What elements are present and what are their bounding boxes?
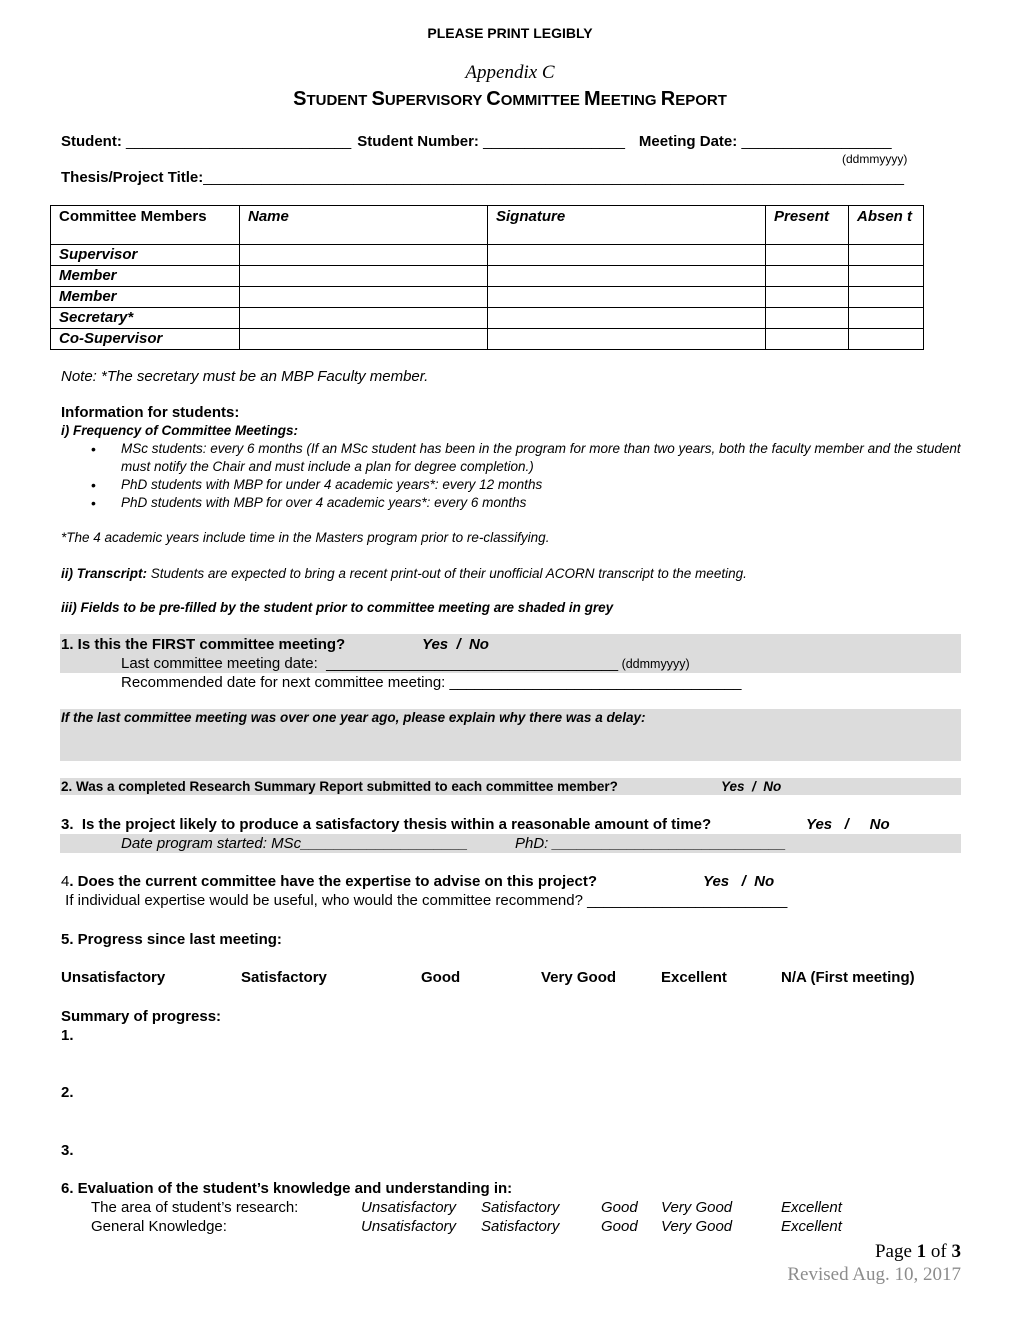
secretary-note: Note: *The secretary must be an MBP Faculty member. (61, 368, 429, 385)
q3-question: 3. Is the project likely to produce a satisfactory thesis within a reasonable amount of time? (61, 816, 712, 833)
summary-item-2[interactable]: 2. (61, 1084, 74, 1101)
thesis-input[interactable]: ____________________________________________________________________________________ (203, 169, 905, 186)
signature-cell[interactable] (488, 308, 766, 329)
signature-cell[interactable] (488, 245, 766, 266)
title-word (371, 88, 483, 110)
absent-cell[interactable] (849, 245, 924, 266)
absent-cell[interactable] (849, 287, 924, 308)
q6-option-good[interactable]: Good (601, 1199, 638, 1216)
q2-question: 2. Was a completed Research Summary Report submitted to each committee member? (61, 779, 618, 794)
rating-very-good[interactable]: Very Good (541, 969, 617, 986)
q2-answer[interactable]: Yes / No (721, 779, 782, 794)
absent-cell[interactable] (849, 308, 924, 329)
present-cell[interactable] (766, 245, 849, 266)
name-cell[interactable] (240, 287, 488, 308)
q4-text: . Does the current committee have the expertise to advise on this project? (69, 873, 597, 890)
q6-question: 6. Evaluation of the student’s knowledge and understanding in: (61, 1180, 513, 1197)
appendix-label: Appendix C (465, 62, 555, 83)
print-notice: PLEASE PRINT LEGIBLY (427, 25, 593, 41)
last-date-input[interactable]: ___________________________________ (326, 655, 619, 672)
frequency-heading: i) Frequency of Committee Meetings: (61, 423, 299, 438)
header-absent: Absen t (849, 206, 924, 245)
q6-option-unsatisfactory[interactable]: Unsatisfactory (361, 1218, 457, 1235)
absent-cell[interactable] (849, 329, 924, 350)
title-word-rest: EETING (600, 92, 657, 109)
title-word-rest: TUDENT (306, 92, 368, 109)
table-row (51, 245, 924, 266)
title-word-rest: UPERVISORY (384, 92, 483, 109)
thesis-label: Thesis/Project Title: (61, 169, 204, 186)
q4-number: 4 (61, 873, 70, 890)
page-number (875, 1241, 961, 1263)
title-word (660, 88, 727, 110)
list-item: • PhD students with MBP for under 4 academic years*: every 12 months (61, 476, 961, 494)
q5-question: 5. Progress since last meeting: (61, 931, 282, 948)
q1-next-date-row (121, 674, 741, 691)
name-cell[interactable] (240, 266, 488, 287)
rating-good[interactable]: Good (421, 969, 461, 986)
role-cell: Member (51, 287, 240, 308)
header-committee-members: Committee Members (51, 206, 240, 245)
title-word-initial: M (584, 88, 601, 110)
q6-option-excellent[interactable]: Excellent (781, 1218, 842, 1235)
student-input[interactable]: ___________________________ (126, 133, 352, 150)
table-row (51, 329, 924, 350)
table-header-row (51, 206, 924, 245)
student-label: Student: (61, 133, 126, 150)
delay-prompt: If the last committee meeting was over one year ago, please explain why there was a delay: (61, 710, 646, 725)
q6-option-unsatisfactory[interactable]: Unsatisfactory (361, 1199, 457, 1216)
role-cell: Member (51, 266, 240, 287)
student-number-label: Student Number: (357, 133, 484, 150)
meeting-date-label: Meeting Date: (638, 133, 742, 150)
summary-item-1[interactable]: 1. (61, 1027, 74, 1044)
q3-date-started[interactable]: Date program started: MSc____________________ (121, 835, 468, 852)
q1-last-date-row (121, 655, 690, 672)
absent-cell[interactable] (849, 266, 924, 287)
title-word-initial: R (660, 88, 676, 110)
signature-cell[interactable] (488, 329, 766, 350)
q1-question: 1. Is this the FIRST committee meeting? (61, 636, 346, 653)
title-word-initial: S (371, 88, 385, 110)
name-cell[interactable] (240, 245, 488, 266)
committee-table (50, 205, 924, 350)
transcript-label: ii) Transcript: (61, 566, 148, 581)
last-date-format: (ddmmyyyy) (618, 657, 690, 671)
thesis-row (61, 169, 904, 186)
q1-answer[interactable]: Yes / No (422, 636, 489, 653)
student-field-row (61, 133, 892, 150)
table-row (51, 287, 924, 308)
present-cell[interactable] (766, 287, 849, 308)
list-item: • PhD students with MBP for over 4 academic years*: every 6 months (61, 494, 961, 512)
student-number-input[interactable]: _________________ (483, 133, 625, 150)
name-cell[interactable] (240, 308, 488, 329)
q6-option-good[interactable]: Good (601, 1218, 638, 1235)
rating-unsatisfactory[interactable]: Unsatisfactory (61, 969, 166, 986)
transcript-text: Students are expected to bring a recent print-out of their unofficial ACORN transcript to the meeting. (147, 566, 747, 581)
summary-item-3[interactable]: 3. (61, 1142, 74, 1159)
next-date-input[interactable]: ___________________________________ (449, 674, 742, 691)
header-signature: Signature (488, 206, 766, 245)
q6-option-very-good[interactable]: Very Good (661, 1218, 733, 1235)
transcript-note (61, 566, 747, 581)
signature-cell[interactable] (488, 266, 766, 287)
frequency-list (61, 440, 961, 512)
info-heading: Information for students: (61, 404, 240, 421)
present-cell[interactable] (766, 308, 849, 329)
rating-na[interactable]: N/A (First meeting) (781, 969, 915, 986)
present-cell[interactable] (766, 266, 849, 287)
title-word-initial: S (293, 88, 307, 110)
q4-answer[interactable]: Yes / No (703, 873, 775, 890)
q6-option-satisfactory[interactable]: Satisfactory (481, 1218, 560, 1235)
q3-phd-date[interactable]: PhD: ____________________________ (515, 835, 787, 852)
page-title (0, 88, 1020, 111)
meeting-date-input[interactable]: __________________ (741, 133, 892, 150)
title-word (486, 88, 580, 110)
role-cell: Supervisor (51, 245, 240, 266)
q6-row-label: The area of student’s research: (91, 1199, 299, 1216)
page-word: Page (874, 1241, 917, 1262)
page-total: 3 (951, 1241, 961, 1262)
q4-followup[interactable]: If individual expertise would be useful, who would the committee recommend? ________________________ (61, 892, 788, 909)
meeting-date-format: (ddmmyyyy) (842, 152, 908, 166)
page-current: 1 (916, 1241, 927, 1262)
signature-cell[interactable] (488, 287, 766, 308)
rating-satisfactory[interactable]: Satisfactory (241, 969, 327, 986)
of-word: of (926, 1241, 952, 1262)
next-date-label: Recommended date for next committee meeting: (121, 674, 450, 691)
title-word-rest: EPORT (675, 92, 727, 109)
q4-question (61, 873, 597, 890)
q6-option-satisfactory[interactable]: Satisfactory (481, 1199, 560, 1216)
q6-option-excellent[interactable]: Excellent (781, 1199, 842, 1216)
title-word-rest: OMMITTEE (500, 92, 580, 109)
name-cell[interactable] (240, 329, 488, 350)
title-word (293, 88, 368, 110)
table-row (51, 266, 924, 287)
academic-years-footnote: *The 4 academic years include time in the Masters program prior to re-classifying. (61, 530, 550, 545)
table-row (51, 308, 924, 329)
summary-label: Summary of progress: (61, 1008, 222, 1025)
revision-date: Revised Aug. 10, 2017 (787, 1264, 961, 1285)
role-cell: Secretary* (51, 308, 240, 329)
header-name: Name (240, 206, 488, 245)
last-date-label: Last committee meeting date: (121, 655, 327, 672)
present-cell[interactable] (766, 329, 849, 350)
title-word-initial: C (486, 88, 501, 110)
role-cell: Co-Supervisor (51, 329, 240, 350)
title-word (584, 88, 657, 110)
prefill-note: iii) Fields to be pre-filled by the student prior to committee meeting are shaded in grey (61, 600, 614, 615)
q3-answer[interactable]: Yes / No (806, 816, 890, 833)
list-item: • MSc students: every 6 months (If an MSc student has been in the program for more than two years, both the faculty member and the student must notify the Chair and must include a plan for degree completion.) (61, 440, 961, 476)
q6-option-very-good[interactable]: Very Good (661, 1199, 733, 1216)
header-present: Present (766, 206, 849, 245)
rating-excellent[interactable]: Excellent (661, 969, 727, 986)
q6-row-label: General Knowledge: (91, 1218, 227, 1235)
